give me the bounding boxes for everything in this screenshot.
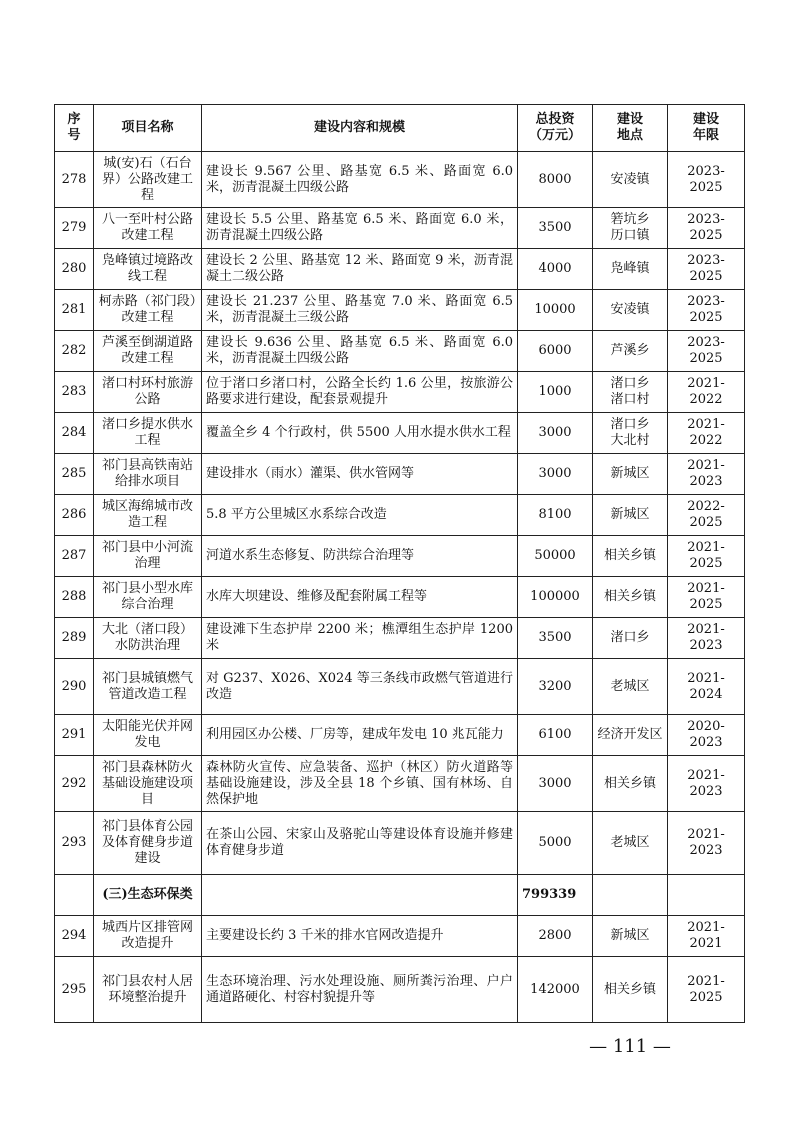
row-years: 2022-2025 (668, 495, 745, 536)
row-content: 建设长 21.237 公里、路基宽 7.0 米、路面宽 6.5 米，沥青混凝土三级公路 (202, 290, 518, 331)
row-seq: 286 (55, 495, 94, 536)
section-years-cell (668, 875, 745, 916)
section-content-cell (202, 875, 518, 916)
row-name: 凫峰镇过境路改线工程 (94, 249, 202, 290)
table-row (55, 756, 745, 812)
row-seq: 285 (55, 454, 94, 495)
row-content: 建设长 5.5 公里、路基宽 6.5 米、路面宽 6.0 米，沥青混凝土四级公路 (202, 208, 518, 249)
header-seq (55, 105, 94, 152)
header-name: 项目名称 (94, 105, 202, 152)
row-location: 老城区 (593, 812, 668, 875)
row-investment: 3000 (518, 756, 593, 812)
header-seq-text: 序 号 (67, 112, 81, 143)
row-location: 相关乡镇 (593, 756, 668, 812)
row-investment: 8100 (518, 495, 593, 536)
row-location: 凫峰镇 (593, 249, 668, 290)
row-years: 2023-2025 (668, 249, 745, 290)
header-content: 建设内容和规模 (202, 105, 518, 152)
table-row (55, 152, 745, 208)
row-location: 安凌镇 (593, 152, 668, 208)
row-investment: 50000 (518, 536, 593, 577)
section-name: (三)生态环保类 (94, 875, 202, 916)
row-content: 主要建设长约 3 千米的排水官网改造提升 (202, 916, 518, 957)
section-location-cell (593, 875, 668, 916)
row-seq: 279 (55, 208, 94, 249)
row-investment: 3000 (518, 413, 593, 454)
project-table (54, 104, 745, 1023)
row-location: 老城区 (593, 659, 668, 715)
row-years: 2021-2021 (668, 916, 745, 957)
table-body-eco (55, 916, 745, 1023)
section-seq-cell (55, 875, 94, 916)
row-name: 祁门县中小河流治理 (94, 536, 202, 577)
row-years: 2021-2023 (668, 454, 745, 495)
row-seq: 278 (55, 152, 94, 208)
row-years: 2021-2024 (668, 659, 745, 715)
row-years: 2021-2022 (668, 413, 745, 454)
table-row (55, 536, 745, 577)
row-seq: 292 (55, 756, 94, 812)
header-investment (518, 105, 593, 152)
table-row (55, 331, 745, 372)
header-location-text: 建设 地点 (616, 112, 643, 143)
row-seq: 284 (55, 413, 94, 454)
row-name: 祁门县森林防火基础设施建设项目 (94, 756, 202, 812)
section-row (55, 875, 745, 916)
row-seq: 281 (55, 290, 94, 331)
table-row (55, 812, 745, 875)
table-row (55, 916, 745, 957)
row-years: 2021-2025 (668, 536, 745, 577)
row-years: 2020-2023 (668, 715, 745, 756)
row-seq: 294 (55, 916, 94, 957)
row-seq: 288 (55, 577, 94, 618)
row-content: 水库大坝建设、维修及配套附属工程等 (202, 577, 518, 618)
table-body-main (55, 152, 745, 875)
row-location: 渚口乡 大北村 (593, 413, 668, 454)
table-row (55, 290, 745, 331)
row-location: 相关乡镇 (593, 577, 668, 618)
header-years (668, 105, 745, 152)
header-location (593, 105, 668, 152)
section-investment: 799339 (518, 875, 593, 916)
row-years: 2021-2023 (668, 812, 745, 875)
row-location: 芦溪乡 (593, 331, 668, 372)
row-investment: 4000 (518, 249, 593, 290)
row-investment: 100000 (518, 577, 593, 618)
row-name: 八一至叶村公路改建工程 (94, 208, 202, 249)
row-investment: 5000 (518, 812, 593, 875)
row-content: 建设滩下生态护岸 2200 米；樵潭组生态护岸 1200 米 (202, 618, 518, 659)
row-investment: 8000 (518, 152, 593, 208)
row-seq: 295 (55, 957, 94, 1023)
row-seq: 283 (55, 372, 94, 413)
row-location: 箬坑乡 历口镇 (593, 208, 668, 249)
row-investment: 2800 (518, 916, 593, 957)
row-name: 祁门县城镇燃气管道改造工程 (94, 659, 202, 715)
row-name: 柯赤路（祁门段）改建工程 (94, 290, 202, 331)
table-row (55, 454, 745, 495)
row-name: 芦溪至倒湖道路改建工程 (94, 331, 202, 372)
row-investment: 3000 (518, 454, 593, 495)
row-years: 2023-2025 (668, 152, 745, 208)
row-seq: 293 (55, 812, 94, 875)
header-years-text: 建设 年限 (692, 112, 719, 143)
row-location: 经济开发区 (593, 715, 668, 756)
row-content: 河道水系生态修复、防洪综合治理等 (202, 536, 518, 577)
row-investment: 10000 (518, 290, 593, 331)
row-location: 渚口乡 渚口村 (593, 372, 668, 413)
row-content: 建设排水（雨水）灌渠、供水管网等 (202, 454, 518, 495)
row-name: 城西片区排管网改造提升 (94, 916, 202, 957)
table-row (55, 372, 745, 413)
row-content: 5.8 平方公里城区水系综合改造 (202, 495, 518, 536)
row-name: 城区海绵城市改造工程 (94, 495, 202, 536)
row-seq: 287 (55, 536, 94, 577)
row-location: 渚口乡 (593, 618, 668, 659)
row-investment: 3500 (518, 208, 593, 249)
row-seq: 291 (55, 715, 94, 756)
row-content: 建设长 9.567 公里、路基宽 6.5 米、路面宽 6.0 米，沥青混凝土四级公路 (202, 152, 518, 208)
table-body-section (55, 875, 745, 916)
row-name: 渚口乡提水供水工程 (94, 413, 202, 454)
row-years: 2023-2025 (668, 331, 745, 372)
row-seq: 290 (55, 659, 94, 715)
row-name: 祁门县小型水库综合治理 (94, 577, 202, 618)
page-number: — 111 — (589, 1036, 671, 1057)
row-name: 太阳能光伏并网发电 (94, 715, 202, 756)
row-location: 新城区 (593, 495, 668, 536)
row-content: 利用园区办公楼、厂房等，建成年发电 10 兆瓦能力 (202, 715, 518, 756)
row-content: 生态环境治理、污水处理设施、厕所粪污治理、户户通道路硬化、村容村貌提升等 (202, 957, 518, 1023)
row-years: 2021-2022 (668, 372, 745, 413)
row-years: 2021-2023 (668, 618, 745, 659)
row-years: 2021-2025 (668, 577, 745, 618)
row-years: 2021-2023 (668, 756, 745, 812)
table-row (55, 413, 745, 454)
table-row (55, 715, 745, 756)
row-seq: 282 (55, 331, 94, 372)
row-seq: 289 (55, 618, 94, 659)
row-investment: 6000 (518, 331, 593, 372)
row-years: 2021-2025 (668, 957, 745, 1023)
row-content: 建设长 9.636 公里、路基宽 6.5 米、路面宽 6.0 米，沥青混凝土四级公路 (202, 331, 518, 372)
table-row (55, 495, 745, 536)
row-name: 祁门县体育公园及体育健身步道建设 (94, 812, 202, 875)
row-years: 2023-2025 (668, 208, 745, 249)
table-row (55, 249, 745, 290)
row-location: 新城区 (593, 454, 668, 495)
row-content: 覆盖全乡 4 个行政村，供 5500 人用水提水供水工程 (202, 413, 518, 454)
header-investment-text: 总投资 （万元） (528, 112, 581, 143)
row-content: 森林防火宣传、应急装备、巡护（林区）防火道路等基础设施建设，涉及全县 18 个乡镇、国有林场、自然保护地 (202, 756, 518, 812)
row-location: 安凌镇 (593, 290, 668, 331)
table-row (55, 618, 745, 659)
row-investment: 6100 (518, 715, 593, 756)
row-investment: 142000 (518, 957, 593, 1023)
row-name: 祁门县农村人居环境整治提升 (94, 957, 202, 1023)
row-location: 新城区 (593, 916, 668, 957)
row-content: 在茶山公园、宋家山及骆驼山等建设体育设施并修建体育健身步道 (202, 812, 518, 875)
table-row (55, 577, 745, 618)
row-name: 城(安)石（石台界）公路改建工程 (94, 152, 202, 208)
row-content: 对 G237、X026、X024 等三条线市政燃气管道进行改造 (202, 659, 518, 715)
row-location: 相关乡镇 (593, 957, 668, 1023)
table-row (55, 957, 745, 1023)
row-seq: 280 (55, 249, 94, 290)
row-years: 2023-2025 (668, 290, 745, 331)
row-investment: 3200 (518, 659, 593, 715)
row-content: 位于渚口乡渚口村，公路全长约 1.6 公里，按旅游公路要求进行建设，配套景观提升 (202, 372, 518, 413)
table-row (55, 208, 745, 249)
row-investment: 3500 (518, 618, 593, 659)
row-content: 建设长 2 公里、路基宽 12 米、路面宽 9 米，沥青混凝土二级公路 (202, 249, 518, 290)
row-name: 渚口村环村旅游公路 (94, 372, 202, 413)
row-investment: 1000 (518, 372, 593, 413)
row-name: 祁门县高铁南站给排水项目 (94, 454, 202, 495)
header-row (55, 105, 745, 152)
row-location: 相关乡镇 (593, 536, 668, 577)
row-name: 大北（渚口段）水防洪治理 (94, 618, 202, 659)
table-row (55, 659, 745, 715)
